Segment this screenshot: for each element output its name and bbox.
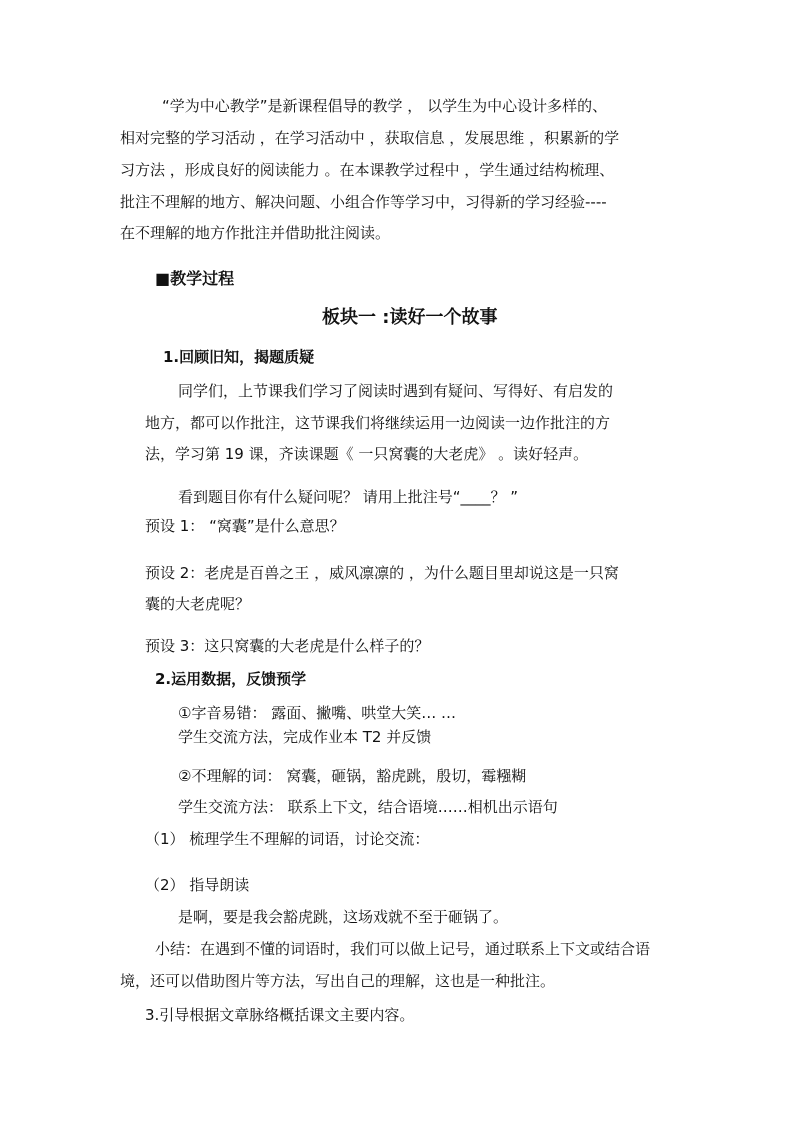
part1-heading: 1.回顾旧知，揭题质疑: [163, 348, 315, 366]
part2-item-2: ②不理解的词： 窝囊，砸锅，豁虎跳，殷切，霉糨糊: [178, 767, 527, 785]
intro-line-5: 在不理解的地方作批注并借助批注阅读。: [120, 224, 391, 242]
block-title: 板块一 :读好一个故事: [322, 307, 498, 328]
part2-step-1: （1） 梳理学生不理解的词语，讨论交流：: [145, 830, 430, 848]
intro-line-3: 习方法 ，形成良好的阅读能力 。在本课教学过程中 ，学生通过结构梳理、: [120, 161, 615, 179]
intro-line-4: 批注不理解的地方、解决问题、小组合作等学习中，习得新的学习经验----: [120, 193, 607, 211]
part1-para-line-3: 法，学习第 19 课，齐读课题《 一只窝囊的大老虎》 。读好轻声。: [145, 445, 589, 463]
preset-1: 预设 1： “窝囊”是什么意思？: [145, 517, 345, 535]
preset-3: 预设 3：这只窝囊的大老虎是什么样子的？: [145, 637, 430, 655]
part2-item-2-note: 学生交流方法： 联系上下文，结合语境……相机出示语句: [178, 798, 558, 816]
part2-heading: 2.运用数据，反馈预学: [155, 670, 307, 688]
summary-line-2: 境，还可以借助图片等方法，写出自己的理解，这也是一种批注。: [120, 972, 556, 990]
intro-line-2: 相对完整的学习活动 ，在学习活动中 ，获取信息 ，发展思维 ，积累新的学: [120, 129, 620, 147]
part2-item-1-note: 学生交流方法，完成作业本 T2 并反馈: [178, 728, 432, 746]
part1-para-line-1: 同学们，上节课我们学习了阅读时遇到有疑问、写得好、有启发的: [178, 382, 614, 400]
question-line: 看到题目你有什么疑问呢？ 请用上批注号“____？ ”: [178, 488, 519, 506]
part2-step-2-text: 是啊，要是我会豁虎跳，这场戏就不至于砸锅了。: [178, 908, 509, 926]
part2-step-2: （2） 指导朗读: [145, 876, 250, 894]
part1-para-line-2: 地方，都可以作批注，这节课我们将继续运用一边阅读一边作批注的方: [145, 414, 611, 432]
summary-line-1: 小结：在遇到不懂的词语时，我们可以做上记号，通过联系上下文或结合语: [155, 940, 651, 958]
intro-line-1: “学为中心教学”是新课程倡导的教学 ， 以学生为中心设计多样的、: [162, 97, 608, 115]
section-title: ■教学过程: [155, 269, 235, 288]
preset-2-line-2: 囊的大老虎呢？: [145, 595, 251, 613]
part3-heading: 3.引导根据文章脉络概括课文主要内容。: [145, 1006, 415, 1024]
preset-2-line-1: 预设 2：老虎是百兽之王 ，威风凛凛的 ，为什么题目里却说这是一只窝: [145, 564, 619, 582]
part2-item-1: ①字音易错： 露面、撇嘴、哄堂大笑… …: [178, 704, 456, 722]
